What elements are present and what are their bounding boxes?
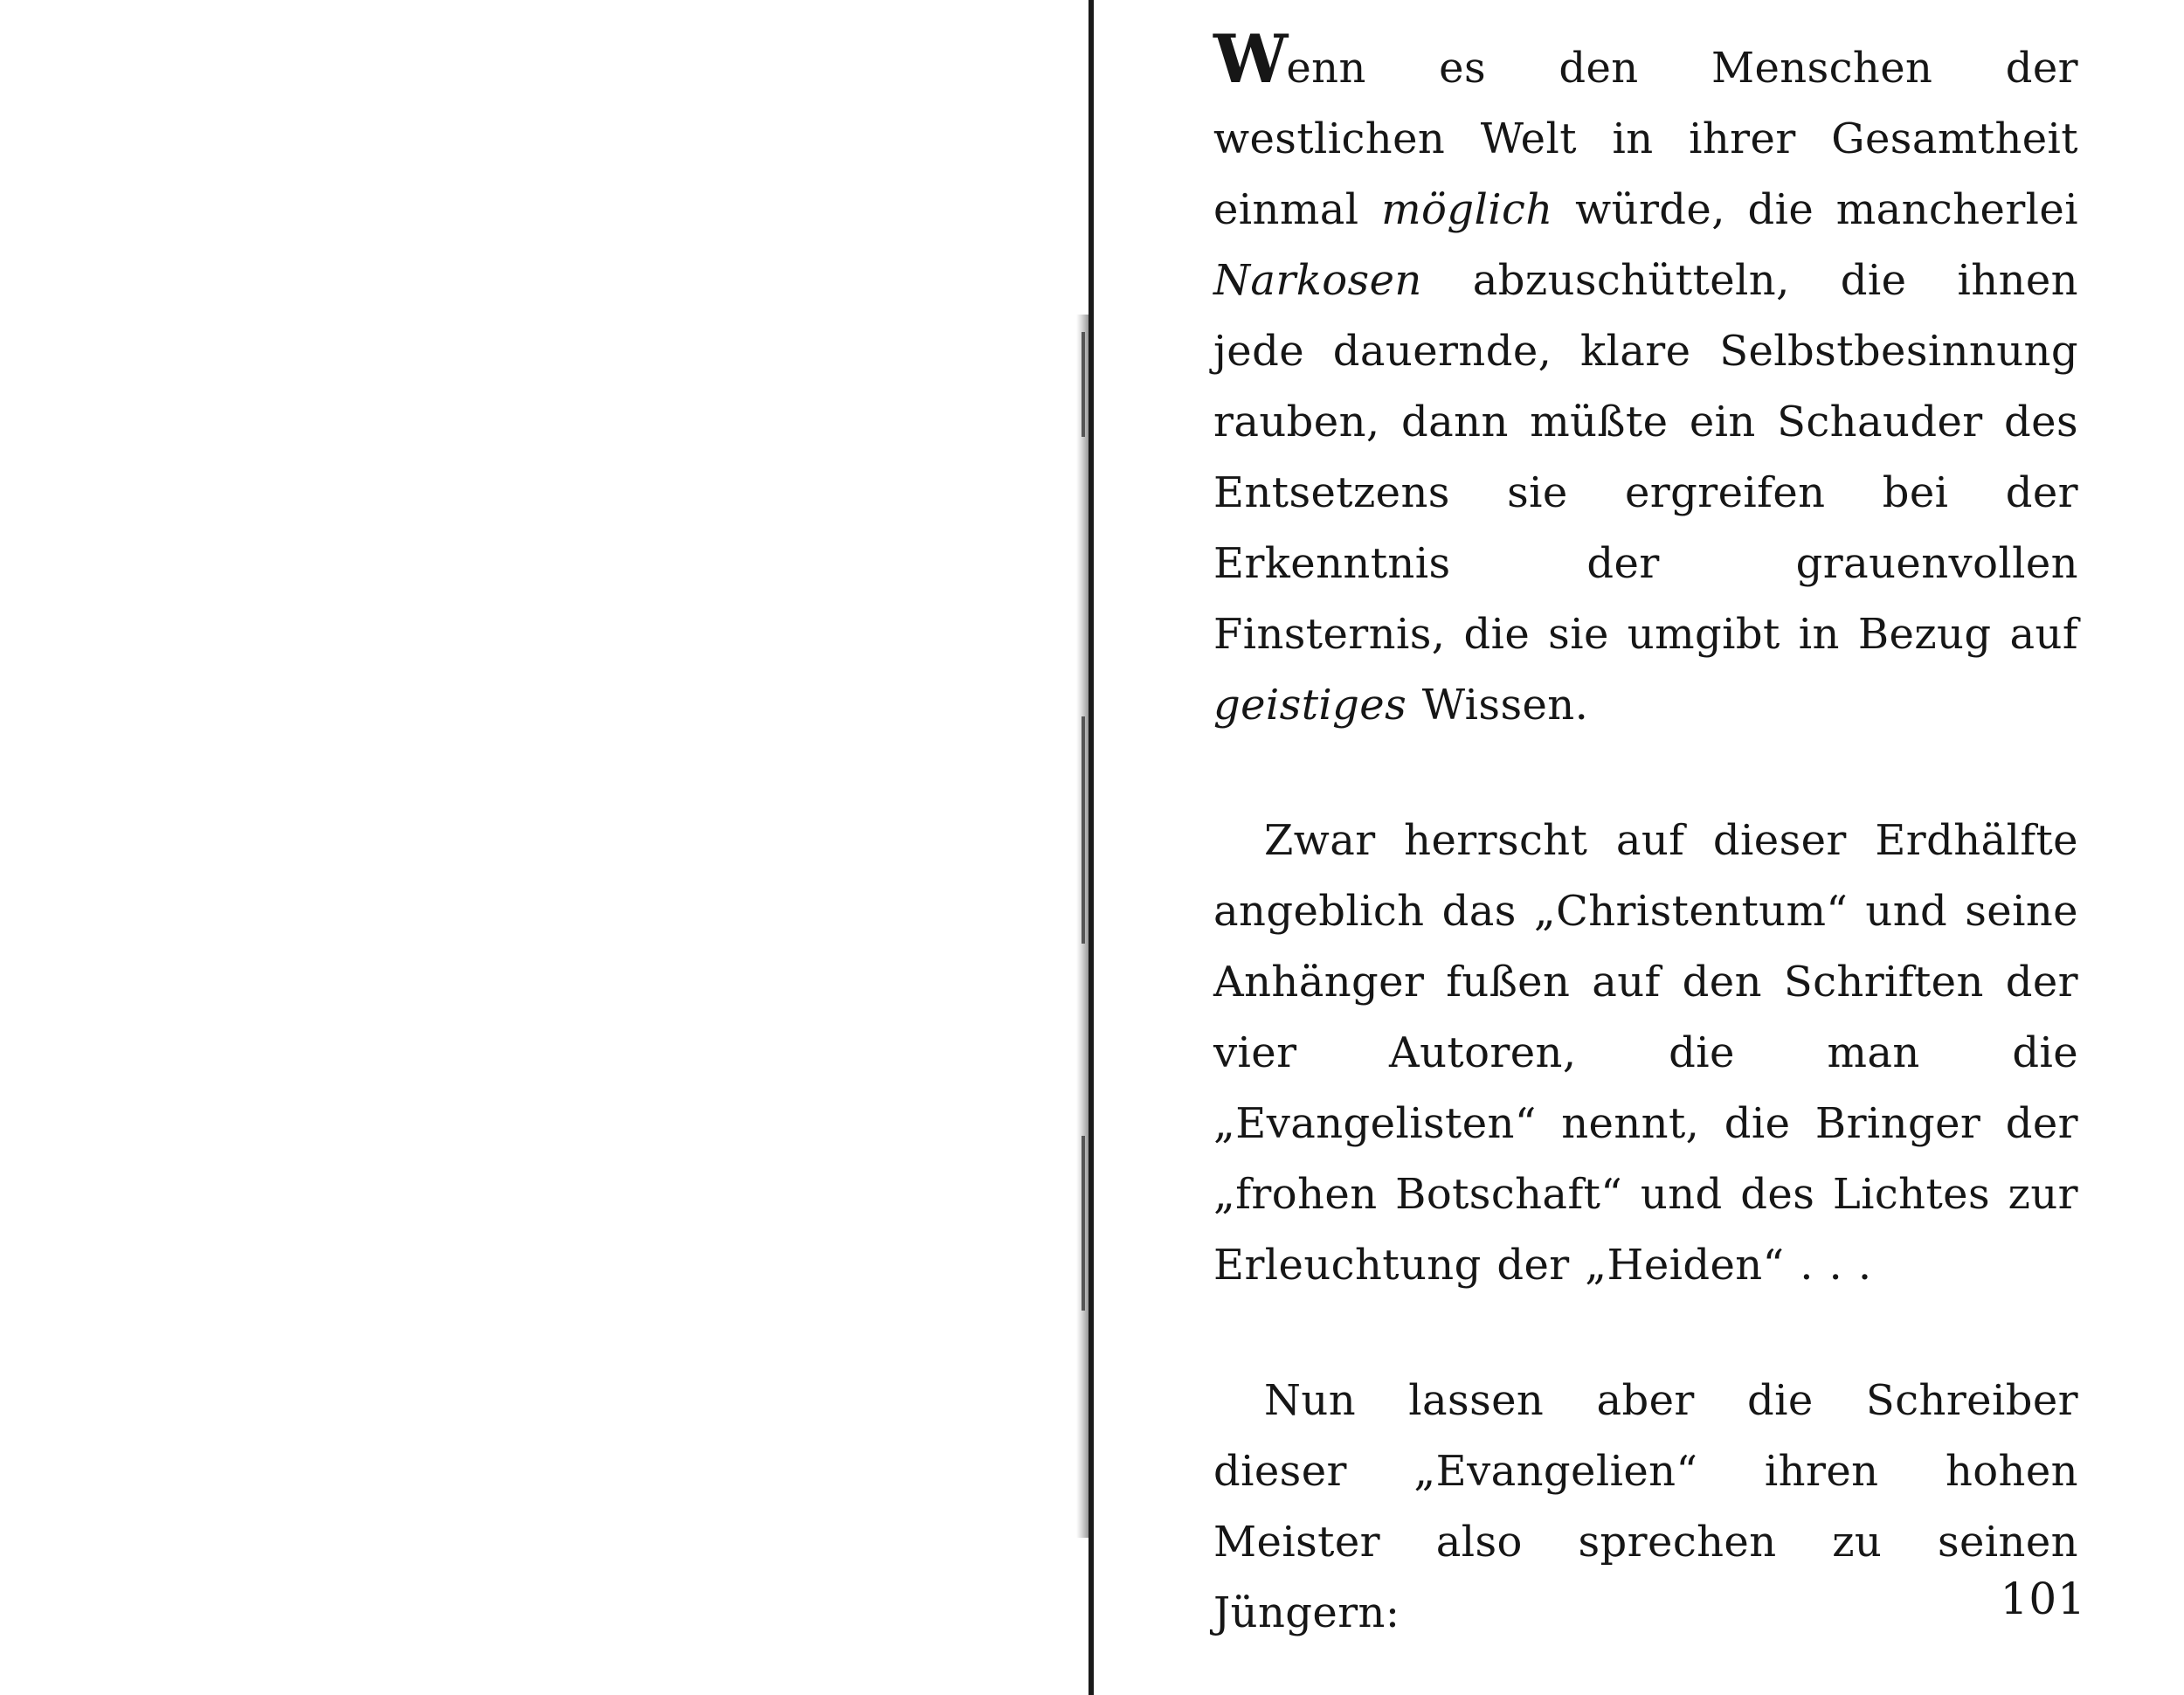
emphasis-word: möglich [1381,185,1553,234]
page-number: 101 [2000,1574,2086,1624]
emphasis-word: Narkosen [1213,256,1422,305]
paragraph-1 [1213,20,2078,741]
text-run: Nun lassen aber die Schreiber dieser „Evangelien“ ihren hohen Meister also sprechen zu seinen Jüngern: [1213,1376,2078,1637]
text-run: würde, die mancherlei [1552,185,2078,234]
paragraph-2 [1213,806,2078,1301]
emphasis-word: geistiges [1213,681,1407,730]
text-run: Wissen. [1406,681,1589,730]
spine-fleck [1082,716,1085,944]
text-run: enn es den Menschen der westlichen Welt in ihrer Gesamtheit einmal [1213,44,2078,234]
spine-fleck [1082,1136,1085,1311]
right-page [1094,0,2184,1695]
paragraph-3 [1213,1366,2078,1649]
text-run: Zwar herrscht auf dieser Erdhälfte angeblich das „Christentum“ und seine Anhänger fußen auf den Schriften der vier Autoren, die man die „Evangelisten“ nennt, die Bringer der „frohen Botschaft“ und des Lichtes zur Erleuchtung der „Heiden“ . . . [1213,816,2078,1290]
drop-cap: W [1213,20,1287,98]
text-run: abzuschütteln, die ihnen jede dauernde, klare Selbstbesinnung rauben, dann müßte ein Schauder des Entsetzens sie ergreifen bei der Erkenntnis der grauenvollen Finsternis, die sie umgibt in Bezug auf [1213,256,2078,659]
spine-fleck [1082,332,1085,437]
left-page-blank [0,0,1083,1695]
body-text [1213,20,2078,1649]
